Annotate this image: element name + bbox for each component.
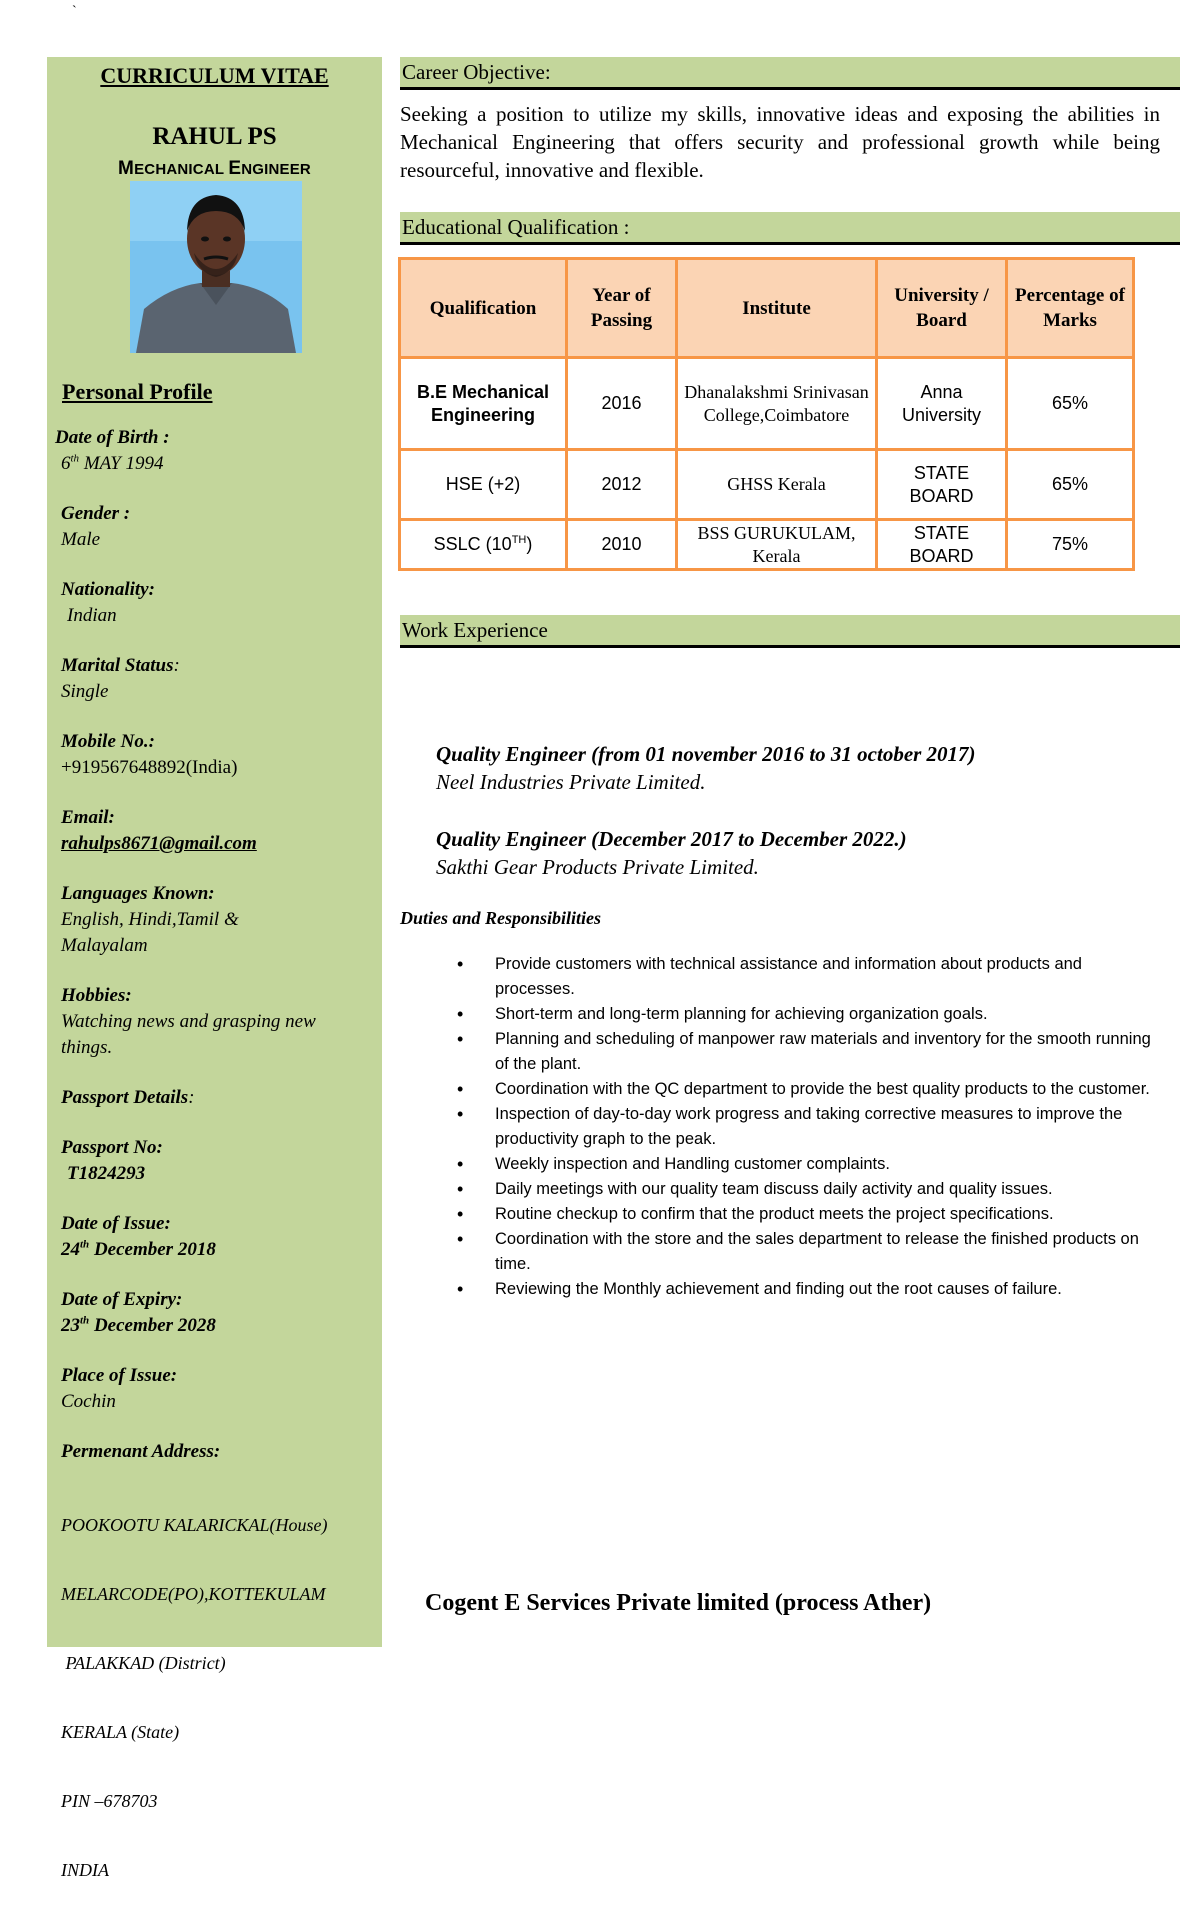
list-item: • Reviewing the Monthly achievement and finding out the root causes of failure. [455, 1277, 1165, 1302]
expiry-date-label: Date of Expiry: [61, 1289, 183, 1310]
bullet-icon: • [457, 1229, 464, 1249]
bullet-icon: • [457, 1104, 464, 1124]
candidate-name: RAHUL PS [152, 123, 277, 150]
hobbies-label: Hobbies: [61, 985, 132, 1006]
passport-details-label: Passport Details: [61, 1087, 195, 1108]
list-item: • Planning and scheduling of manpower raw materials and inventory for the smooth running of the plant. [457, 1029, 1151, 1073]
bullet-icon: • [457, 1004, 464, 1024]
email-label: Email: [61, 807, 115, 828]
email-link[interactable]: rahulps8671@gmail.com [61, 833, 257, 854]
mobile-label: Mobile No.: [61, 731, 155, 752]
board-cell: STATE BOARD [877, 450, 1007, 520]
gender-label: Gender : [61, 503, 131, 524]
languages-value-line2: Malayalam [61, 935, 148, 956]
institute-cell: GHSS Kerala [677, 450, 877, 520]
dob-value: 6th MAY 1994 [61, 452, 164, 474]
hobbies-value-line1: Watching news and grasping new [61, 1011, 316, 1032]
column-header: Year of Passing [567, 259, 677, 358]
list-item: • Daily meetings with our quality team discuss daily activity and quality issues. [455, 1177, 1165, 1202]
place-of-issue-value: Cochin [61, 1391, 116, 1412]
table-row [400, 520, 1134, 570]
mobile-value: +919567648892(India) [61, 757, 238, 778]
languages-value-line1: English, Hindi,Tamil & [61, 909, 239, 930]
education-table [398, 257, 1135, 571]
percentage-cell: 65% [1007, 450, 1134, 520]
list-item: • Inspection of day-to-day work progress and taking corrective measures to improve the productivity graph to the peak. [457, 1104, 1123, 1148]
list-item: • Weekly inspection and Handling customer complaints. [455, 1152, 1165, 1177]
qualification-cell: HSE (+2) [400, 450, 567, 520]
list-item: • Routine checkup to confirm that the product meets the project specifications. [455, 1202, 1165, 1227]
issue-date-value: 24th December 2018 [61, 1238, 216, 1260]
bullet-icon: • [457, 1279, 464, 1299]
bullet-icon: • [457, 1079, 464, 1099]
address-line: POOKOOTU KALARICKAL(House) [61, 1515, 328, 1535]
list-item: • Coordination with the store and the sales department to release the finished products on time. [457, 1229, 1139, 1273]
nationality-value: Indian [67, 605, 117, 626]
address-block [61, 1468, 328, 1928]
address-label: Permenant Address: [61, 1441, 221, 1462]
passport-no-label: Passport No: [61, 1137, 163, 1158]
year-cell: 2016 [567, 358, 677, 450]
address-line: KERALA (State) [61, 1722, 180, 1742]
table-row [400, 358, 1134, 450]
qualification-cell: B.E Mechanical Engineering [400, 358, 567, 450]
address-line: PALAKKAD (District) [61, 1653, 226, 1673]
board-cell: Anna University [877, 358, 1007, 450]
qualification-cell: SSLC (10TH) [400, 520, 567, 570]
institute-cell: Dhanalakshmi Srinivasan College,Coimbatore [677, 358, 877, 450]
passport-no-value: T1824293 [67, 1163, 146, 1184]
person-photo-icon [130, 181, 302, 353]
table-row [400, 450, 1134, 520]
list-item: • Provide customers with technical assistance and information about products and processes. [457, 954, 1082, 998]
year-cell: 2012 [567, 450, 677, 520]
column-header: University / Board [877, 259, 1007, 358]
footer-company: Cogent E Services Private limited (process Ather) [425, 1590, 932, 1616]
cv-title: CURRICULUM VITAE [100, 63, 329, 88]
column-header: Institute [677, 259, 877, 358]
issue-date-label: Date of Issue: [61, 1213, 171, 1234]
hobbies-value-line2: things. [61, 1037, 113, 1058]
percentage-cell: 65% [1007, 358, 1134, 450]
experience-company: Neel Industries Private Limited. [436, 770, 706, 794]
list-item: • Coordination with the QC department to provide the best quality products to the customer. [455, 1077, 1165, 1102]
address-line: MELARCODE(PO),KOTTEKULAM [61, 1584, 326, 1604]
address-line: PIN –678703 [61, 1791, 158, 1811]
experience-title: Quality Engineer (from 01 november 2016 to 31 october 2017) [436, 742, 976, 766]
place-of-issue-label: Place of Issue: [61, 1365, 178, 1386]
expiry-date-value: 23th December 2028 [61, 1314, 216, 1336]
profile-photo [130, 181, 302, 353]
duties-heading: Duties and Responsibilities [400, 908, 602, 928]
gender-value: Male [61, 529, 101, 550]
experience-title: Quality Engineer (December 2017 to December 2022.) [436, 827, 907, 851]
list-item: • Short-term and long-term planning for achieving organization goals. [455, 1002, 1165, 1027]
dob-label: Date of Birth : [55, 427, 170, 448]
bullet-icon: • [457, 1029, 464, 1049]
bullet-icon: • [457, 954, 464, 974]
duties-list [455, 952, 1165, 1302]
marital-value: Single [61, 681, 109, 702]
languages-label: Languages Known: [61, 883, 215, 904]
table-header-row [400, 259, 1134, 358]
bullet-icon: • [457, 1179, 464, 1199]
year-cell: 2010 [567, 520, 677, 570]
column-header: Qualification [400, 259, 567, 358]
sidebar [47, 57, 382, 1880]
stray-mark: ` [72, 4, 77, 19]
nationality-label: Nationality: [61, 579, 155, 600]
address-line: INDIA [61, 1860, 109, 1880]
work-experience-heading: Work Experience [400, 615, 1180, 648]
board-cell: STATE BOARD [877, 520, 1007, 570]
bullet-icon: • [457, 1154, 464, 1174]
candidate-role: MECHANICAL ENGINEER [118, 158, 311, 179]
personal-profile-heading: Personal Profile [62, 379, 213, 404]
percentage-cell: 75% [1007, 520, 1134, 570]
career-objective-text: Seeking a position to utilize my skills, innovative ideas and exposing the abilities in Mechanical Engineering that offers security and professional growth while being resourceful, innovative and flexible. [400, 102, 1160, 182]
column-header: Percentage of Marks [1007, 259, 1134, 358]
marital-label: Marital Status: [61, 655, 180, 676]
experience-company: Sakthi Gear Products Private Limited. [436, 855, 759, 879]
education-heading: Educational Qualification : [400, 212, 1180, 245]
career-objective-heading: Career Objective: [400, 57, 1180, 90]
institute-cell: BSS GURUKULAM, Kerala [677, 520, 877, 570]
bullet-icon: • [457, 1204, 464, 1224]
